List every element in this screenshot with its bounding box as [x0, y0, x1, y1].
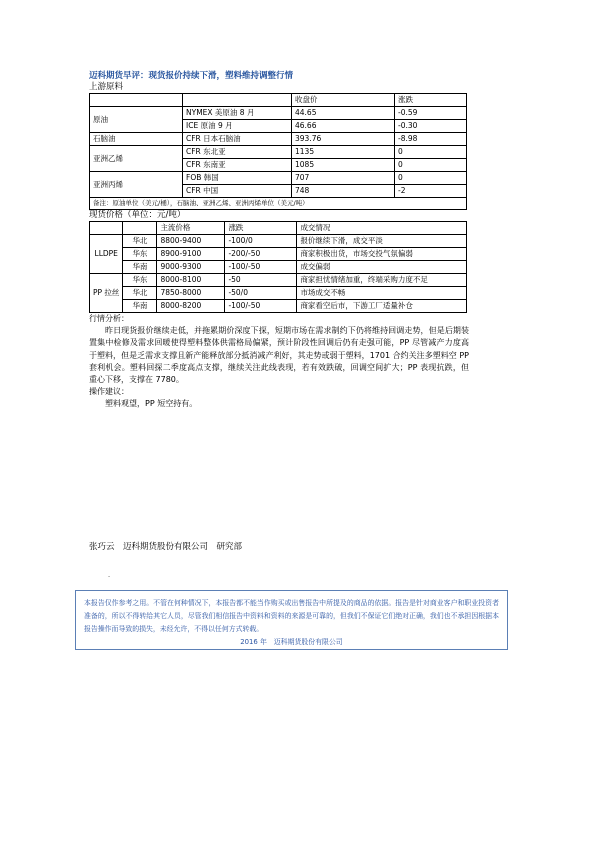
- unit-note: 备注：原油单位（美元/桶），石脑油、亚洲乙烯、亚洲丙烯单位（美元/吨）: [90, 198, 467, 210]
- header-cell: 成交情况: [297, 222, 467, 235]
- header-cell: 收盘价: [292, 94, 395, 107]
- table-row: [90, 107, 467, 120]
- header-cell: [183, 94, 292, 107]
- header-cell: [123, 222, 157, 235]
- change-cell: -200/-50: [225, 248, 297, 261]
- deal-cell: 市场成交不畅: [297, 287, 467, 300]
- market-cell: CFR 中国: [183, 185, 292, 198]
- table-row: [90, 235, 467, 248]
- table-row: [90, 274, 467, 287]
- price-cell: 9000-9300: [157, 261, 225, 274]
- change-cell: -2: [395, 185, 467, 198]
- footer-mark: -: [108, 573, 111, 580]
- price-cell: 8900-9100: [157, 248, 225, 261]
- price-cell: 7850-8000: [157, 287, 225, 300]
- table-row: [90, 172, 467, 185]
- table-row: [90, 300, 467, 313]
- change-cell: -0.59: [395, 107, 467, 120]
- analysis-label: 行情分析：: [89, 314, 129, 323]
- table-header-row: [90, 94, 467, 107]
- price-cell: 748: [292, 185, 395, 198]
- report-title: 迈科期货早评：现货报价持续下滑，塑料维持调整行情: [89, 71, 294, 81]
- header-cell: [90, 222, 123, 235]
- region-cell: 华东: [123, 248, 157, 261]
- price-cell: 8800-9400: [157, 235, 225, 248]
- price-cell: 393.76: [292, 133, 395, 146]
- change-cell: -100/-50: [225, 261, 297, 274]
- advice-label: 操作建议：: [89, 387, 129, 397]
- price-cell: 44.65: [292, 107, 395, 120]
- product-cell: LLDPE: [90, 235, 123, 274]
- region-cell: 华北: [123, 287, 157, 300]
- analysis-body: 昨日现货报价继续走低，并拖累期价深度下探，短期市场在需求制约下仍将维持回调走势，但是后期装置集中检修及需求回暖使得塑料整体供需格局偏紧，预计阶段性回调后仍有走强可能，PP 尽管减产力度高于塑料，但是乏需求支撑且新产能释放部分抵消减产利好，其走势或弱于塑料，1701 合约关注多塑料空 PP 套利机会。塑料回探二季度高点支撑，继续关注此线表现，若有效跌破，回调空间扩大；PP 表现抗跌，但重心下移，支撑在 7780。: [89, 326, 469, 385]
- product-cell: 原油: [90, 107, 183, 133]
- market-cell: ICE 原油 9 月: [183, 120, 292, 133]
- table-row: [90, 261, 467, 274]
- upstream-table: [89, 93, 467, 210]
- change-cell: -8.98: [395, 133, 467, 146]
- change-cell: 0: [395, 146, 467, 159]
- table-row: [90, 248, 467, 261]
- deal-cell: 商家担忧情绪加重，终端采购力度不足: [297, 274, 467, 287]
- upstream-label: 上游原料: [89, 82, 124, 92]
- product-cell: PP 拉丝: [90, 274, 123, 313]
- market-cell: CFR 东北亚: [183, 146, 292, 159]
- advice-body: 塑料观望，PP 短空持有。: [105, 399, 198, 409]
- table-row: [90, 287, 467, 300]
- table-header-row: [90, 222, 467, 235]
- table-row: [90, 133, 467, 146]
- price-cell: 1135: [292, 146, 395, 159]
- header-cell: [90, 94, 183, 107]
- change-cell: -50/0: [225, 287, 297, 300]
- price-cell: 707: [292, 172, 395, 185]
- change-cell: -100/0: [225, 235, 297, 248]
- spot-table: [89, 221, 467, 313]
- region-cell: 华东: [123, 274, 157, 287]
- region-cell: 华北: [123, 235, 157, 248]
- table-note-row: [90, 198, 467, 210]
- price-cell: 8000-8100: [157, 274, 225, 287]
- change-cell: -0.30: [395, 120, 467, 133]
- product-cell: 亚洲乙烯: [90, 146, 183, 172]
- copyright-line: 2016 年 迈科期货股份有限公司: [240, 638, 343, 646]
- report-content: [89, 70, 469, 411]
- author-line: 张巧云 迈科期货股份有限公司 研究部: [89, 542, 243, 552]
- disclaimer-box: [75, 590, 508, 650]
- disclaimer-text: 本报告仅作参考之用。不管在何种情况下，本报告都不能当作购买或出售报告中所提及的商品的依据。报告是针对商业客户和职业投资者准备的，所以不得转给其它人员，尽管我们相信报告中资料和资料的来源是可靠的，但我们不保证它们绝对正确，我们也不承担因根据本报告操作而导致的损失，未经允许，不得以任何方式转载。: [84, 599, 499, 633]
- deal-cell: 商家积极出货，市场交投气氛偏弱: [297, 248, 467, 261]
- header-cell: 主流价格: [157, 222, 225, 235]
- product-cell: 亚洲丙烯: [90, 172, 183, 198]
- deal-cell: 报价继续下滑，成交平淡: [297, 235, 467, 248]
- header-cell: 涨跌: [395, 94, 467, 107]
- change-cell: 0: [395, 172, 467, 185]
- change-cell: 0: [395, 159, 467, 172]
- deal-cell: 商家看空后市，下游工厂适量补仓: [297, 300, 467, 313]
- market-cell: CFR 东南亚: [183, 159, 292, 172]
- change-cell: -100/-50: [225, 300, 297, 313]
- market-cell: FOB 韩国: [183, 172, 292, 185]
- table-row: [90, 146, 467, 159]
- header-cell: 涨跌: [225, 222, 297, 235]
- change-cell: -50: [225, 274, 297, 287]
- product-cell: 石脑油: [90, 133, 183, 146]
- market-cell: CFR 日本石脑油: [183, 133, 292, 146]
- analysis-section: [89, 313, 469, 411]
- region-cell: 华南: [123, 261, 157, 274]
- spot-label: 现货价格（单位：元/吨）: [89, 210, 186, 220]
- region-cell: 华南: [123, 300, 157, 313]
- price-cell: 1085: [292, 159, 395, 172]
- price-cell: 8000-8200: [157, 300, 225, 313]
- deal-cell: 成交偏弱: [297, 261, 467, 274]
- price-cell: 46.66: [292, 120, 395, 133]
- market-cell: NYMEX 美原油 8 月: [183, 107, 292, 120]
